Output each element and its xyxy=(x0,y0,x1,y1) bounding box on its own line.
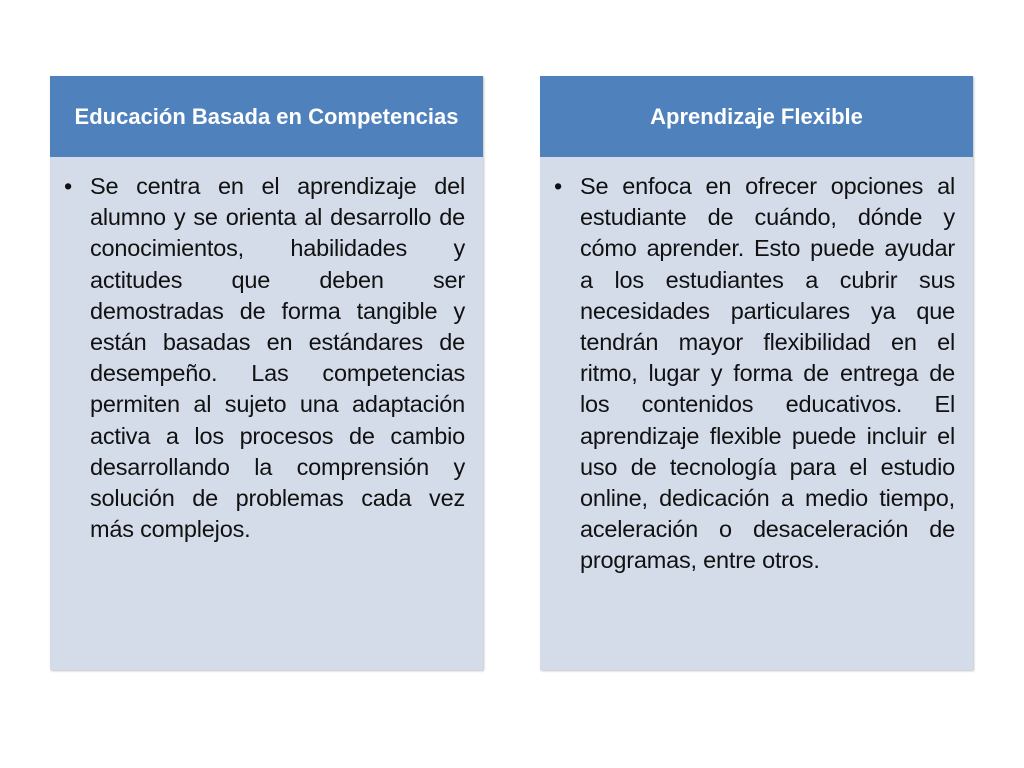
bullet-icon: • xyxy=(554,173,563,199)
card-title-competencias: Educación Basada en Competencias xyxy=(74,103,459,129)
card-header-competencias xyxy=(50,76,483,157)
bullet-list-competencias xyxy=(64,171,465,545)
card-body-flexible xyxy=(540,157,973,670)
card-flexible xyxy=(540,76,973,670)
card-competencias xyxy=(50,76,483,670)
list-item xyxy=(64,171,465,545)
card-title-flexible: Aprendizaje Flexible xyxy=(650,103,863,129)
bullet-icon: • xyxy=(64,173,73,199)
card-body-competencias xyxy=(50,157,483,670)
list-item xyxy=(554,171,955,577)
card-header-flexible xyxy=(540,76,973,157)
card-text-flexible: Se enfoca en ofrecer opciones al estudiante de cuándo, dónde y cómo aprender. Esto puede ayudar a los estudiantes a cubrir sus necesidades particulares ya que tendrán mayor flexibilidad en el ritmo, lugar y forma de entrega de los contenidos educativos. El aprendizaje flexible puede incluir el uso de tecnología para el estudio online, dedicación a medio tiempo, aceleración o desaceleración de programas, entre otros. xyxy=(580,173,955,574)
card-text-competencias: Se centra en el aprendizaje del alumno y se orienta al desarrollo de conocimientos, habilidades y actitudes que deben ser demostradas de forma tangible y están basadas en estándares de desempeño. Las competencias permiten al sujeto una adaptación activa a los procesos de cambio desarrollando la comprensión y solución de problemas cada vez más complejos. xyxy=(90,173,465,543)
bullet-list-flexible xyxy=(554,171,955,577)
